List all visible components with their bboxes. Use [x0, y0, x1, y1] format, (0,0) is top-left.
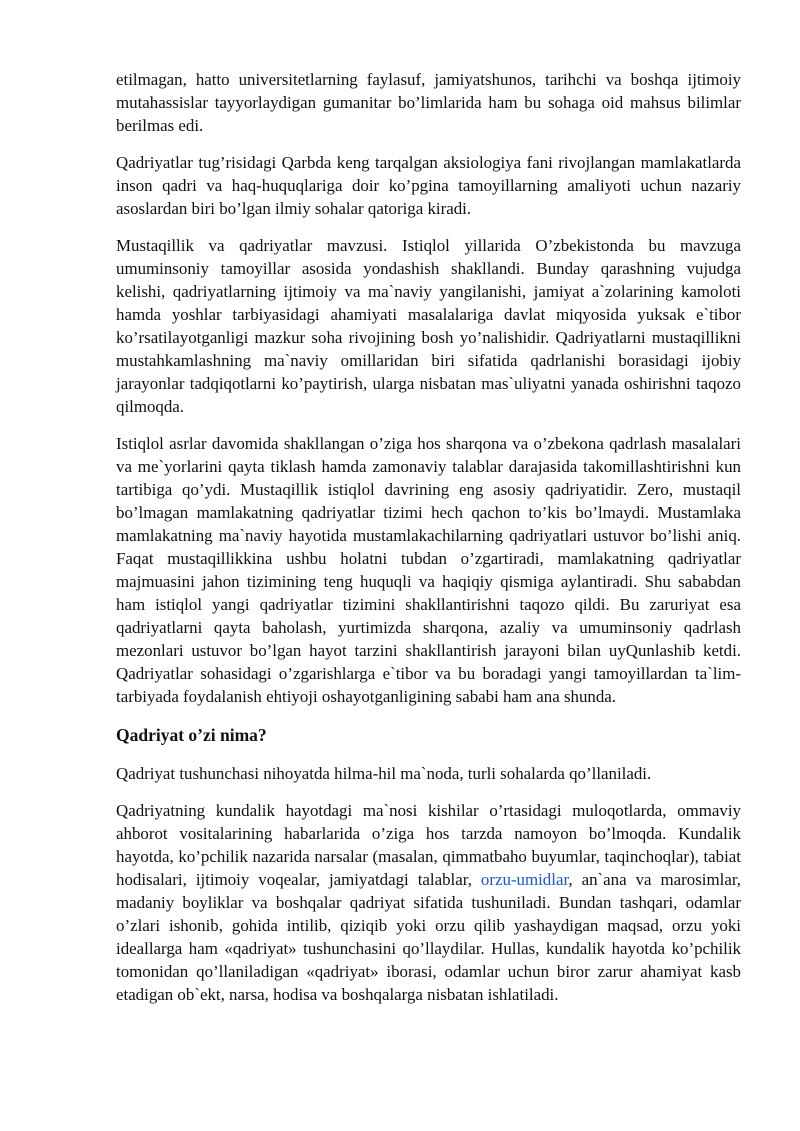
- document-page: [116, 68, 741, 1020]
- orzu-umidlar-link[interactable]: orzu-umidlar: [480, 870, 569, 889]
- paragraph-2: Qadriyatlar tug’risidagi Qarbda keng tarqalgan aksiologiya fani rivojlangan mamlakatlarda inson qadri va haq-huquqlariga doir ko’pgina tamoyillarning amaliyoti uchun nazariy asoslardan biri bo’lgan ilmiy sohalar qatoriga kiradi.: [116, 153, 741, 218]
- paragraph-6-text-after: , an`ana va marosimlar, madaniy boyliklar va boshqalar qadriyat sifatida tushuniladi. Bundan tashqari, odamlar o’zlari ishonib, gohida intilib, qiziqib yoki orzu qilib yashaydigan maqsad, orzu yoki ideallarga ham «qadriyat» tushunchasini qo’llaydilar. Hullas, kundalik hayotda ko’pchilik tomonidan qo’llaniladigan «qadriyat» iborasi, odamlar uchun biror zarur ahamiyat kasb etadigan ob`ekt, narsa, hodisa va boshqalarga nisbatan ishlatiladi.: [116, 870, 742, 1004]
- section-heading: Qadriyat o’zi nima?: [116, 725, 267, 745]
- paragraph-5: Qadriyat tushunchasi nihoyatda hilma-hil ma`noda, turli sohalarda qo’llaniladi.: [116, 764, 652, 783]
- paragraph-6-text-before: Qadriyatning kundalik hayotdagi ma`nosi kishilar o’rtasidagi muloqotlarda, ommaviy ahborot vositalarining habarlarida o’ziga hos tarzda namoyon bo’lmoqda. Kundalik hayotda, ko’pchilik nazarida narsalar (masalan, qimmatbaho buyumlar, taqinchoqlar), tabiat hodisalari, ijtimoiy voqealar, jamiyatdagi talablar,: [116, 801, 741, 889]
- paragraph-1: etilmagan, hatto universitetlarning faylasuf, jamiyatshunos, tarihchi va boshqa ijtimoiy mutahassislar tayyorlaydigan gumanitar bo’limlarida ham bu sohaga oid mahsus bilimlar berilmas edi.: [116, 70, 741, 135]
- paragraph-4: Istiqlol asrlar davomida shakllangan o’ziga hos sharqona va o’zbekona qadrlash masalalari va me`yorlarini qayta tiklash hamda zamonaviy talablar darajasida takomillashtirishni kun tartibiga qo’ydi. Mustaqillik istiqlol davrining eng asosiy qadriyatidir. Zero, mustaqil bo’lmagan mamlakatning qadriyatlar tizimi hech qachon to’kis bo’lmaydi. Mustamlaka mamlakatning ma`naviy hayotida mustamlakachilarning qadriyatlari ustuvor bo’lishi aniq. Faqat mustaqillikkina ushbu holatni tubdan o’zgartiradi, mamlakatning qadriyatlar majmuasini jahon tizimining teng huquqli va haqiqiy qismiga aylantiradi. Shu sababdan ham istiqlol yangi qadriyatlar tizimini shakllantirishni taqozo qildi. Bu zaruriyat esa qadriyatlarni qayta baholash, yurtimizda sharqona, azaliy va umuminsoniy qadrlash mezonlari ustuvor bo’lgan hayot tarzini shakllantirish jarayoni bilan uyQunlashib ketdi. Qadriyatlar sohasidagi o’zgarishlarga e`tibor va bu boradagi yangi tamoyillardan ta`lim-tarbiyada foydalanish ehtiyoji oshayotganligining sababi ham ana shunda.: [116, 434, 741, 706]
- paragraph-6: [116, 799, 741, 1006]
- paragraph-3: Mustaqillik va qadriyatlar mavzusi. Istiqlol yillarida O’zbekistonda bu mavzuga umuminsoniy tamoyillar asosida yondashish shakllandi. Bunday qarashning vujudga kelishi, qadriyatlarning ijtimoiy va ma`naviy yangilanishi, jamiyat a`zolarining kamoloti hamda yoshlar tarbiyasidagi ahamiyati masalalariga davlat miqyosida yuksak e`tibor ko’rsatilayotganligi mazkur soha rivojining bosh yo’nalishidir. Qadriyatlarni mustaqillikni mustahkamlashning ma`naviy omillaridan biri sifatida qadrlanishi borasidagi ijobiy jarayonlar tadqiqotlarni ko’paytirish, ularga nisbatan mas`uliyatni yanada oshirishni taqozo qilmoqda.: [116, 236, 741, 416]
